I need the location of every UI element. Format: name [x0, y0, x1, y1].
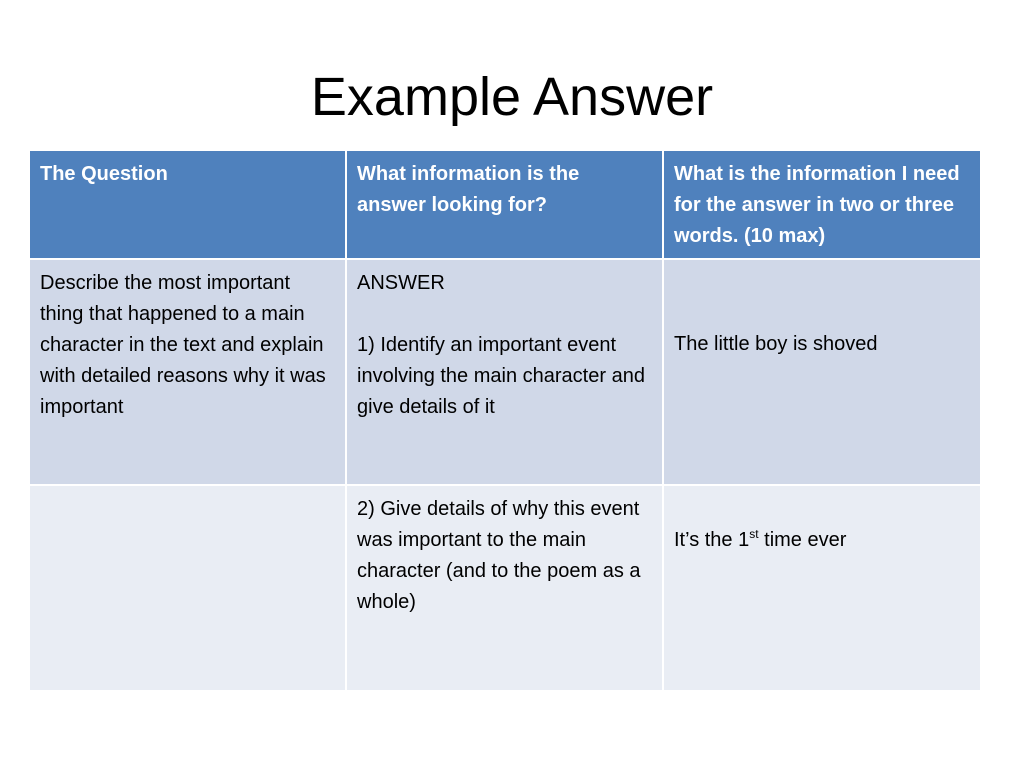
information-superscript: st — [749, 527, 759, 541]
cell-question — [29, 485, 346, 691]
information-text: The little boy is shoved — [674, 333, 878, 355]
information-prefix: It’s the 1 — [674, 529, 750, 551]
cell-information — [663, 485, 981, 691]
information-text — [674, 525, 970, 556]
answer-heading: ANSWER — [357, 272, 445, 294]
header-looking-for: What information is the answer looking for? — [346, 150, 663, 259]
slide-title: Example Answer — [310, 67, 714, 127]
header-question: The Question — [29, 150, 346, 259]
answer-table — [28, 149, 982, 692]
information-suffix: time ever — [758, 529, 847, 551]
table-row — [29, 259, 981, 485]
cell-information — [663, 259, 981, 485]
header-information: What is the information I need for the answer in two or three words. (10 max) — [663, 150, 981, 259]
table-row — [29, 485, 981, 691]
looking-for-text: 1) Identify an important event involving the main character and give details of it — [357, 334, 645, 418]
cell-question: Describe the most important thing that happened to a main character in the text and explain with detailed reasons why it was important — [29, 259, 346, 485]
table-header-row — [29, 150, 981, 259]
cell-looking-for — [346, 259, 663, 485]
cell-looking-for: 2) Give details of why this event was important to the main character (and to the poem as a whole) — [346, 485, 663, 691]
